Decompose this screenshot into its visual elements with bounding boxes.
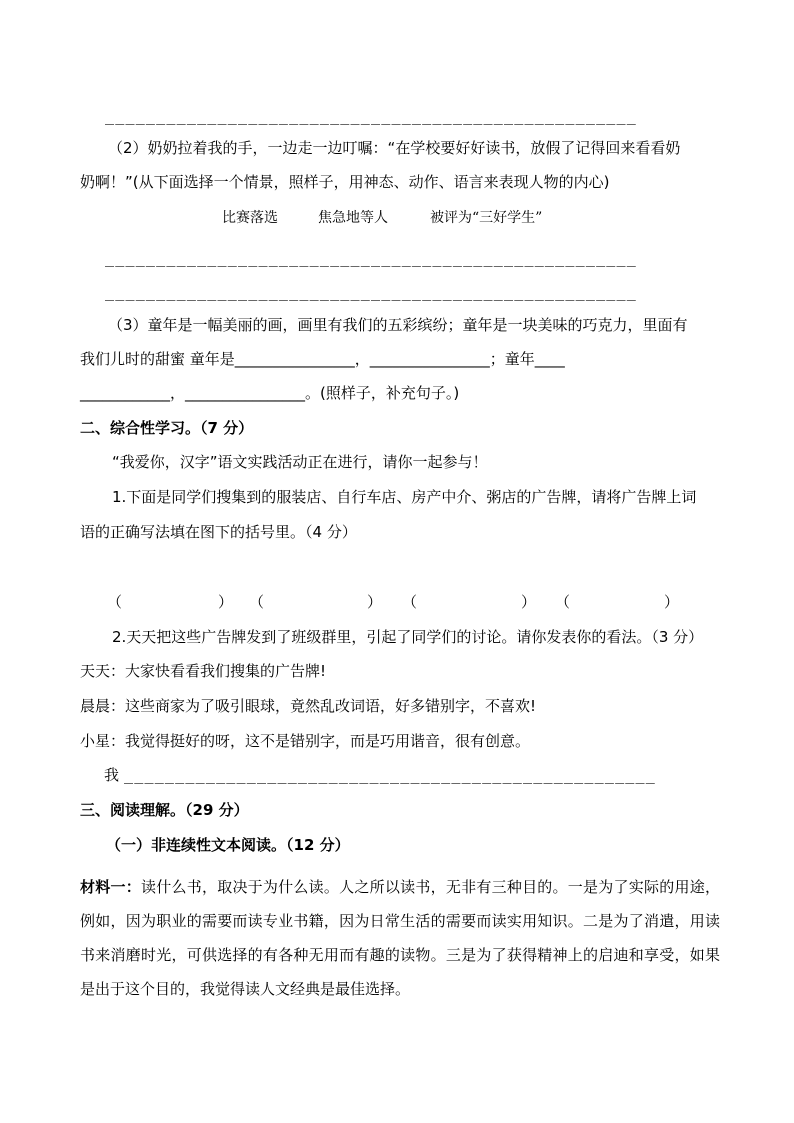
- option-lose-competition: 比赛落选: [222, 210, 278, 226]
- option-waiting-anxiously: 焦急地等人: [318, 210, 388, 226]
- dialog-me-label: 我: [104, 766, 120, 784]
- material-1-paragraph: [80, 870, 720, 1006]
- answer-paren-1-open: （: [107, 593, 123, 611]
- answer-paren-4-open: （: [555, 593, 571, 611]
- material-1-text: 读什么书，取决于为什么读。人之所以读书，无非有三种目的。一是为了实际的用途，例如，因为职业的需要而读专业书籍，因为日常生活的需要而读实用知识。二是为了消遣，用读书来消磨时光，可供选择的有各种无用而有趣的读物。三是为了获得精神上的启迪和享受，如果是出于这个目的，我觉得读人文经典是最佳选择。: [80, 878, 720, 998]
- answer-line[interactable]: ____________________________________________________: [105, 107, 637, 125]
- answer-paren-1-close: ）: [218, 593, 234, 611]
- material-1-label: 材料一：: [80, 878, 141, 896]
- section-2-q1-line-1: 1.下面是同学们搜集到的服装店、自行车店、房产中介、粥店的广告牌，请将广告牌上词: [112, 488, 697, 506]
- dialog-xiaoxing: 小星：我觉得挺好的呀，这不是错别字，而是巧用谐音，很有创意。: [80, 732, 531, 750]
- answer-paren-3-open: （: [402, 593, 418, 611]
- option-three-good-student: 被评为“三好学生”: [430, 210, 543, 226]
- section-2-q1-line-2: 语的正确写法填在图下的括号里。（4 分）: [80, 523, 357, 541]
- answer-paren-4-close: ）: [664, 593, 680, 611]
- answer-line[interactable]: ____________________________________________________: [124, 766, 656, 784]
- section-2-q2-line: 2.天天把这些广告牌发到了班级群里，引起了同学们的讨论。请你发表你的看法。（3 分）: [112, 628, 704, 646]
- dialog-tiantian: 天天：大家快看看我们搜集的广告牌!: [80, 662, 327, 680]
- answer-line[interactable]: ____________________________________________________: [105, 283, 637, 301]
- question-2-text-line-1: （2）奶奶拉着我的手，一边走一边叮嘱：“在学校要好好读书，放假了记得回来看看奶: [108, 139, 681, 157]
- section-2-intro: “我爱你，汉字”语文实践活动正在进行，请你一起参与！: [112, 453, 488, 471]
- question-3-text-line-3[interactable]: ____________，________________。(照样子，补充句子。): [80, 384, 460, 402]
- answer-line[interactable]: ____________________________________________________: [105, 249, 637, 267]
- dialog-chenchen: 晨晨：这些商家为了吸引眼球，竟然乱改词语，好多错别字，不喜欢!: [80, 697, 537, 715]
- answer-paren-3-close: ）: [521, 593, 537, 611]
- question-3-text-line-1: （3）童年是一幅美丽的画，画里有我们的五彩缤纷；童年是一块美味的巧克力，里面有: [108, 316, 688, 334]
- section-2-heading: 二、综合性学习。（7 分）: [80, 419, 254, 437]
- question-2-text-line-2: 奶啊！”(从下面选择一个情景，照样子，用神态、动作、语言来表现人物的内心): [80, 173, 610, 191]
- section-3-subheading: （一）非连续性文本阅读。（12 分）: [106, 836, 350, 854]
- answer-paren-2-open: （: [249, 593, 265, 611]
- answer-paren-2-close: ）: [367, 593, 383, 611]
- question-3-text-line-2[interactable]: 我们儿时的甜蜜 童年是________________，________________；童年____: [80, 350, 565, 368]
- section-3-heading: 三、阅读理解。（29 分）: [80, 801, 249, 819]
